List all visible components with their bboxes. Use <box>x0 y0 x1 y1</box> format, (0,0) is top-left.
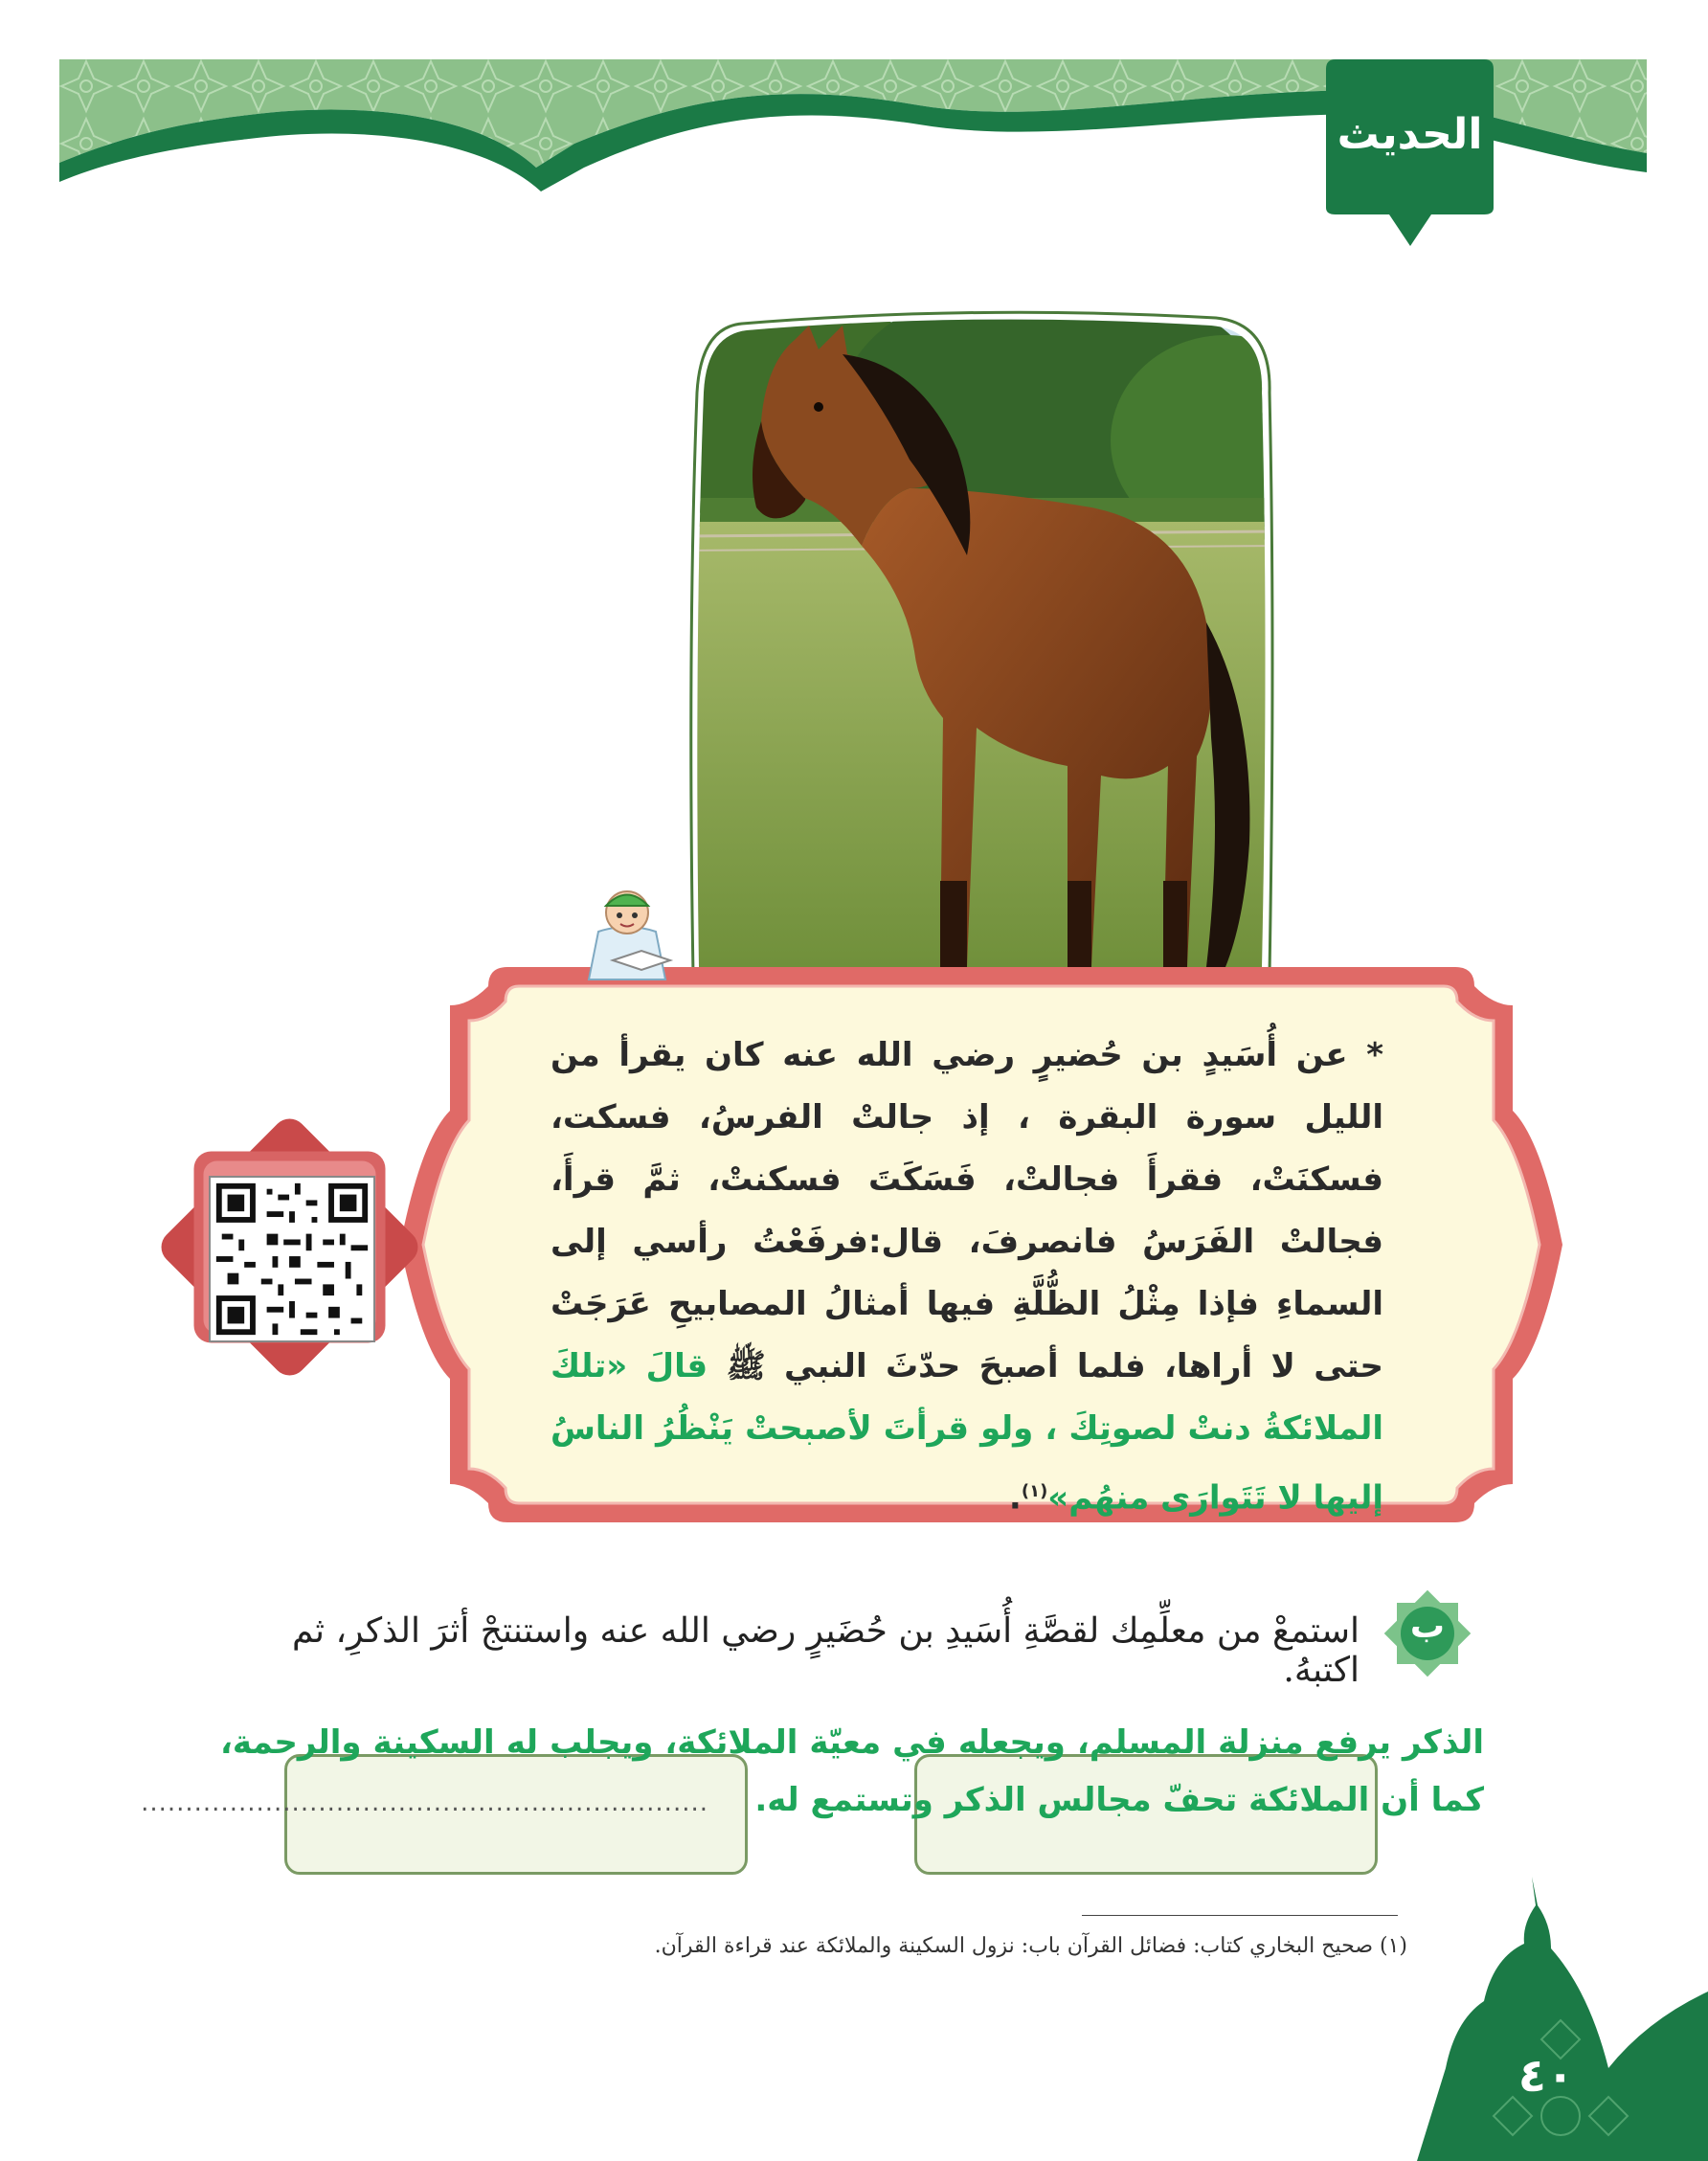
qr-code[interactable] <box>209 1176 375 1342</box>
boy-reading-illustration <box>570 879 685 984</box>
footnote-divider <box>1082 1915 1398 1916</box>
footnote-marker: (١) <box>1021 1481 1048 1501</box>
horse-photo <box>689 306 1273 977</box>
hadith-narration: * عن أُسَيدٍ بن حُضيرٍ رضي الله عنه كان يقرأ من الليل سورة البقرة ، إذ جالتْ الفرسُ، فسكت، فسكنَتْ، فقرأَ فجالتْ، فَسَكَتَ فسكنتْ، ثمَّ قرأَ، فجالتْ الفَرَسُ فانصرفَ، قال:فرفَعْتُ رأسي إلى السماءِ فإذا مِثْلُ الظُّلَّةِ فيها أمثالُ المصابيحِ عَرَجَتْ حتى لا أراها، فلما أصبحَ حدّثَ النبي ﷺ <box>551 1036 1384 1385</box>
footnote: (١) صحيح البخاري كتاب: فضائل القرآن باب: نزول السكينة والملائكة عند قراءة القرآن. <box>654 1934 1407 1958</box>
section-title: الحديث <box>1337 110 1483 159</box>
hadith-text <box>551 1024 1383 1529</box>
hadith-end: . <box>1008 1478 1022 1518</box>
activity-instruction: استمعْ من معلِّمِك لقصَّةِ أُسَيدِ بن حُضَيرٍ رضي الله عنه واستنتجْ أثرَ الذكرِ، ثم اكتبهُ. <box>292 1611 1360 1690</box>
page-number: ٤٠ <box>1517 2049 1575 2103</box>
answer-text: الذكر يرفع منزلة المسلم، ويجعله في معيّة الملائكة، ويجلب له السكينة والرحمة، كما أن الملائكة تحفّ مجالس الذكر وتستمع له. <box>220 1723 1484 1819</box>
hadith-quote: قالَ «تلكَ الملائكةُ دنتْ لصوتِكَ ، ولو قرأتَ لأصبحتْ يَنْظُرُ الناسُ إليها لا تَتَوارَى منهُم» <box>551 1347 1383 1518</box>
activity-letter: ب <box>1409 1607 1446 1646</box>
page-corner-ornament <box>1417 1877 1708 2161</box>
answer-dotted-line: ................................................................ <box>141 1789 708 1817</box>
